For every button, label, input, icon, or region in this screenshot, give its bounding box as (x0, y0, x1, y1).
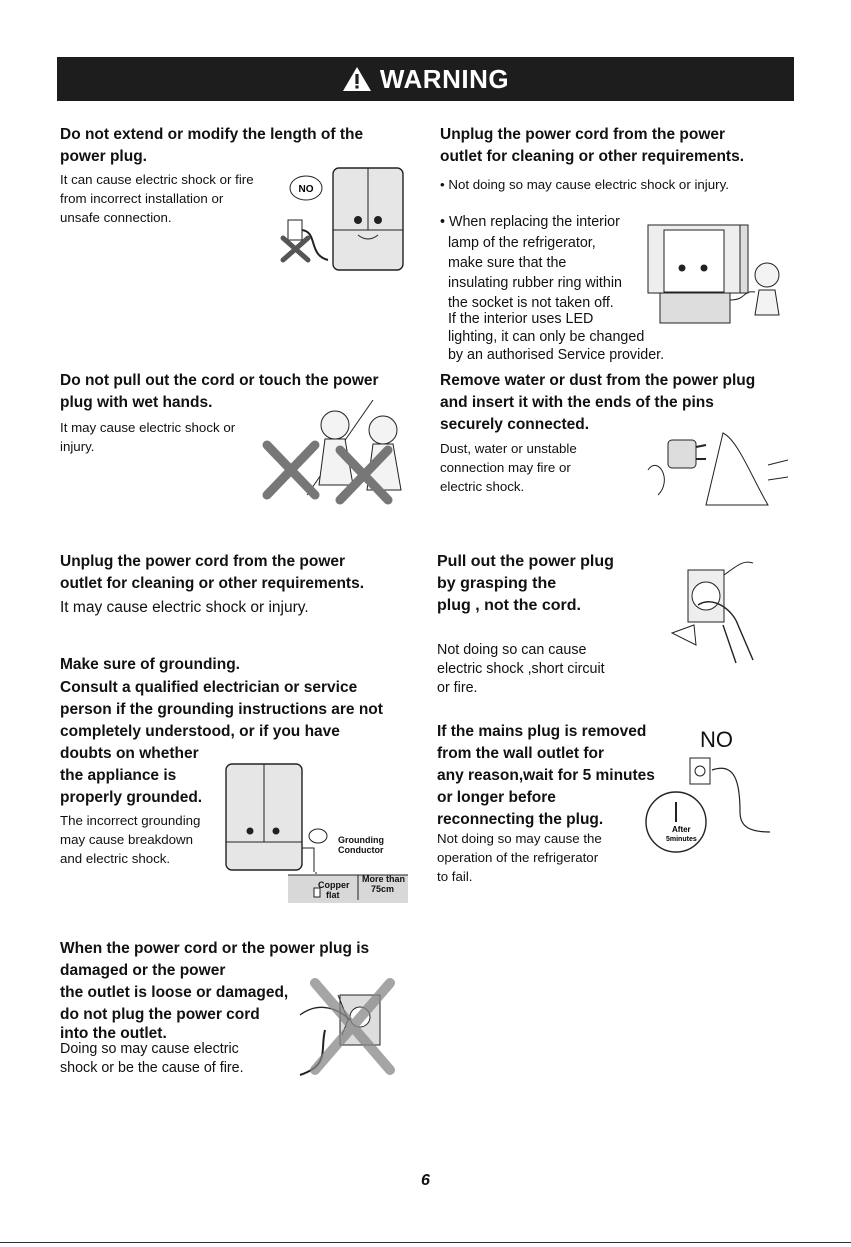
pull-plug-illustration (668, 555, 768, 665)
unplug-mid-heading-1: Unplug the power cord from the power (60, 553, 346, 570)
page-number: 6 (421, 1172, 430, 1189)
grounding-label-1: Grounding (338, 835, 384, 845)
pull-plug-heading-2: by grasping the (437, 575, 557, 592)
copper-label-2: flat (326, 890, 340, 900)
grounding-heading-1: Make sure of grounding. (60, 656, 240, 673)
pull-plug-body-1: Not doing so can cause (437, 642, 587, 658)
mains-plug-body-2: operation of the refrigerator (437, 850, 599, 865)
more-than-label-2: 75cm (371, 884, 395, 894)
damaged-cord-heading-5: into the outlet. (60, 1025, 167, 1042)
unplug-top-bullet-1: • Not doing so may cause electric shock or injury. (440, 177, 729, 192)
clock-text-2: 5minutes (666, 836, 697, 843)
unplug-mid-body: It may cause electric shock or injury. (60, 599, 309, 616)
pull-plug-body-2: electric shock ,short circuit (437, 661, 605, 677)
no-label: NO (700, 727, 733, 752)
unplug-top-bullet2-8: by an authorised Service provider. (440, 347, 665, 363)
damaged-cord-body-1: Doing so may cause electric (60, 1041, 239, 1057)
no-sign-text: NO (298, 184, 314, 195)
wet-hands-body-2: injury. (60, 439, 95, 454)
remove-water-heading-2: and insert it with the ends of the pins (440, 394, 714, 411)
copper-label-1: Copper (318, 880, 350, 890)
remove-water-body-2: connection may fire or (440, 460, 571, 475)
mains-plug-heading-4: or longer before (437, 789, 556, 806)
wet-hands-illustration (255, 395, 415, 505)
damaged-cord-heading-3: the outlet is loose or damaged, (60, 984, 289, 1001)
wet-hands-heading-2: plug with wet hands. (60, 394, 213, 411)
grounding-heading-2: Consult a qualified electrician or service (60, 679, 358, 696)
grounding-label-2: Conductor (338, 845, 384, 855)
grounding-body-3: and electric shock. (60, 851, 171, 866)
mains-plug-heading-5: reconnecting the plug. (437, 811, 604, 828)
bottom-rule (0, 1242, 851, 1243)
plug-cleaning-illustration (628, 425, 788, 510)
grounding-body-2: may cause breakdown (60, 832, 194, 847)
grounding-heading-6: the appliance is (60, 767, 177, 784)
grounding-heading-4: completely understood, or if you have (60, 723, 340, 740)
damaged-outlet-illustration (290, 975, 400, 1080)
remove-water-heading-1: Remove water or dust from the power plug (440, 372, 756, 389)
damaged-cord-body-2: shock or be the cause of fire. (60, 1060, 244, 1076)
extend-cord-body-2: from incorrect installation or (60, 191, 224, 206)
wet-hands-body-1: It may cause electric shock or (60, 420, 236, 435)
pull-plug-heading-1: Pull out the power plug (437, 553, 614, 570)
clock-text-1: After (672, 825, 691, 834)
grounding-heading-7: properly grounded. (60, 789, 203, 806)
mains-plug-heading-3: any reason,wait for 5 minutes (437, 767, 655, 784)
banner-title: WARNING (379, 63, 510, 94)
unplug-top-bullet2-1: • When replacing the interior (440, 214, 620, 230)
unplug-mid-heading-2: outlet for cleaning or other requirements. (60, 575, 365, 592)
remove-water-heading-3: securely connected. (440, 416, 590, 433)
remove-water-body-1: Dust, water or unstable (440, 441, 577, 456)
fridge-open-doors-illustration (642, 220, 792, 330)
damaged-cord-heading-4: do not plug the power cord (60, 1006, 260, 1023)
extend-cord-body-3: unsafe connection. (60, 210, 172, 225)
pull-plug-body-3: or fire. (437, 680, 478, 696)
extend-cord-body-1: It can cause electric shock or fire (60, 172, 254, 187)
warning-triangle-icon (342, 66, 372, 92)
damaged-cord-heading-2: damaged or the power (60, 962, 226, 979)
extend-cord-heading-2: power plug. (60, 148, 147, 165)
unplug-top-bullet2-5: the socket is not taken off. (440, 295, 614, 311)
grounding-heading-5: doubts on whether (60, 745, 199, 762)
unplug-top-bullet2-7: lighting, it can only be changed (440, 329, 645, 345)
unplug-top-heading-2: outlet for cleaning or other requirements. (440, 148, 745, 165)
fridge-no-extension-illustration (278, 160, 413, 275)
unplug-top-bullet2-6: If the interior uses LED (440, 311, 594, 327)
wait-five-minutes-illustration (640, 752, 780, 864)
damaged-cord-heading-1: When the power cord or the power plug is (60, 940, 370, 957)
mains-plug-heading-1: If the mains plug is removed (437, 723, 647, 740)
unplug-top-heading-1: Unplug the power cord from the power (440, 126, 726, 143)
pull-plug-heading-3: plug , not the cord. (437, 597, 581, 614)
unplug-top-bullet2-2: lamp of the refrigerator, (440, 235, 596, 251)
warning-banner (57, 57, 794, 101)
remove-water-body-3: electric shock. (440, 479, 525, 494)
mains-plug-heading-2: from the wall outlet for (437, 745, 605, 762)
unplug-top-bullet2-3: make sure that the (440, 255, 567, 271)
unplug-top-bullet2-4: insulating rubber ring within (440, 275, 622, 291)
extend-cord-heading-1: Do not extend or modify the length of the (60, 126, 364, 143)
mains-plug-body-3: to fail. (437, 869, 473, 884)
wet-hands-heading-1: Do not pull out the cord or touch the power (60, 372, 379, 389)
mains-plug-body-1: Not doing so may cause the (437, 831, 602, 846)
grounding-heading-3: person if the grounding instructions are not (60, 701, 383, 718)
more-than-label-1: More than (362, 874, 406, 884)
grounding-body-1: The incorrect grounding (60, 813, 201, 828)
